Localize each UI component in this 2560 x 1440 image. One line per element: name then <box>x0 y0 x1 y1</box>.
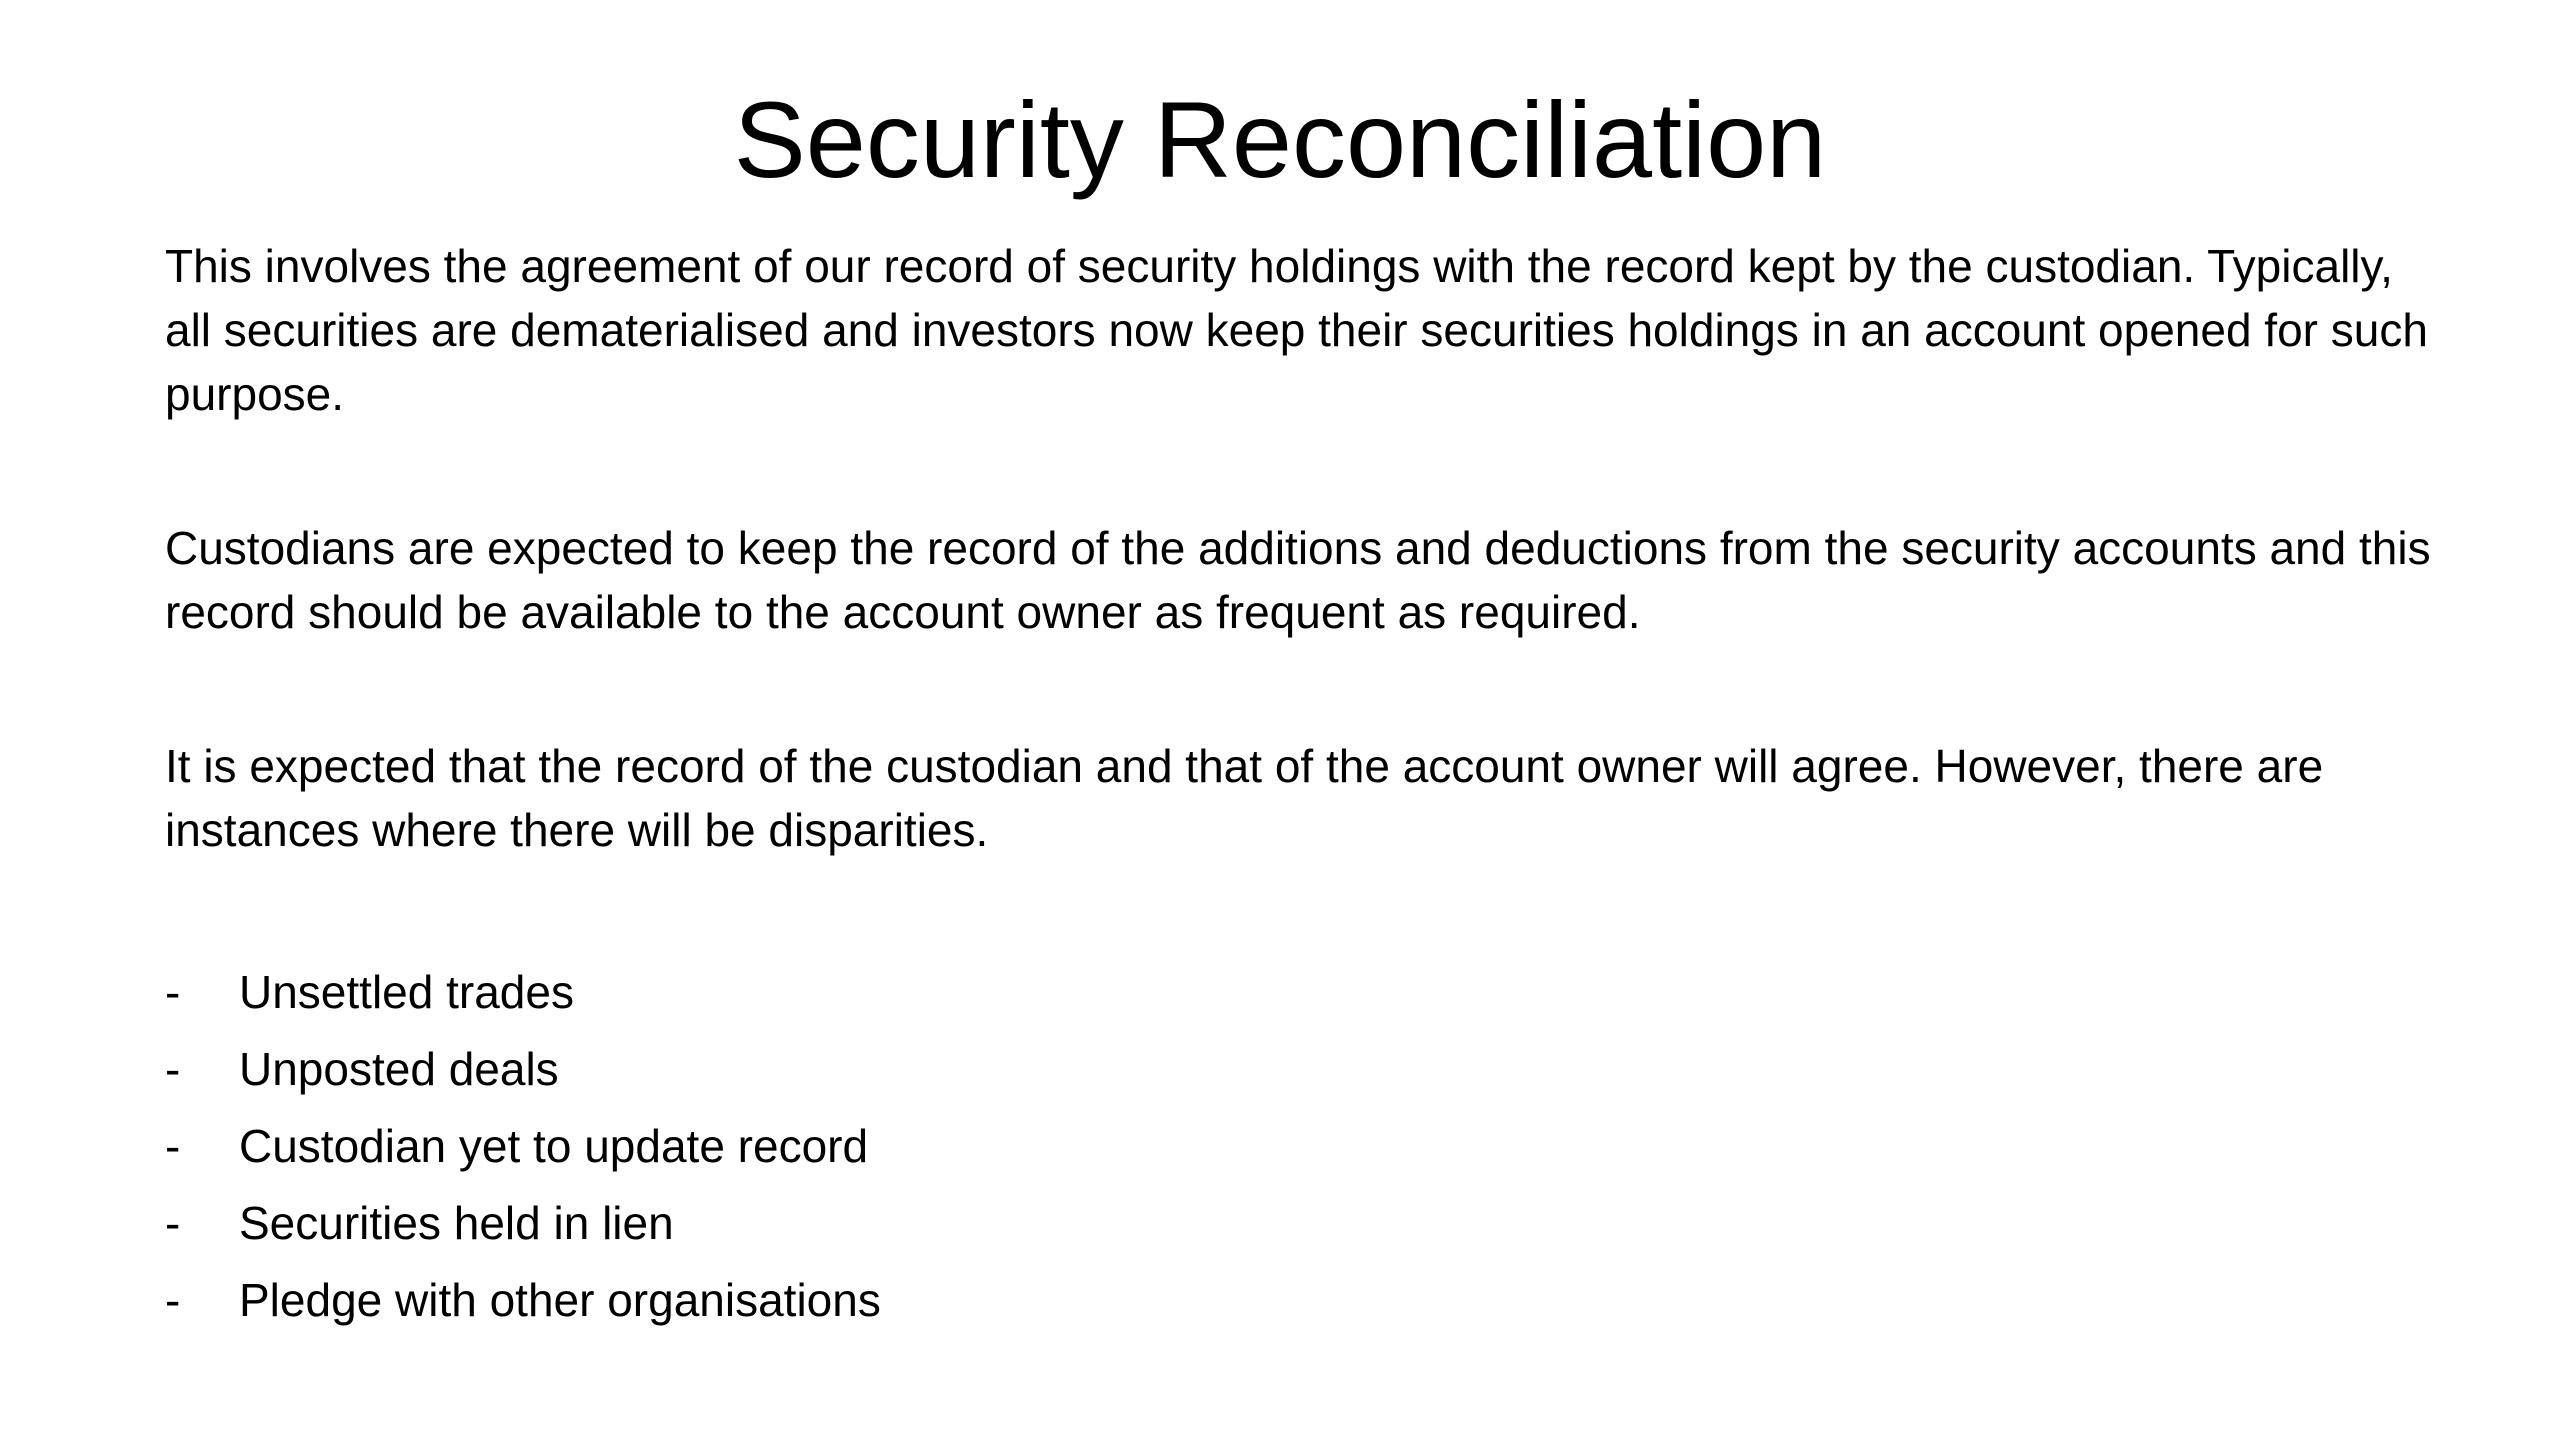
bullet-dash: - <box>165 1197 181 1249</box>
list-item-label: Securities held in lien <box>239 1197 674 1249</box>
bullet-dash: - <box>165 1120 181 1172</box>
list-item-label: Custodian yet to update record <box>239 1120 869 1172</box>
bullet-dash: - <box>165 1274 181 1326</box>
list-item <box>165 1262 2450 1339</box>
list-item-label: Unsettled trades <box>239 966 574 1018</box>
list-item-label: Unposted deals <box>239 1043 559 1095</box>
bullet-dash: - <box>165 966 181 1018</box>
list-item <box>165 1031 2450 1108</box>
list-item <box>165 954 2450 1031</box>
disparity-list <box>165 954 2450 1339</box>
bullet-dash: - <box>165 1043 181 1095</box>
list-item <box>165 1108 2450 1185</box>
slide-body <box>165 234 2450 1339</box>
paragraph-disparities: It is expected that the record of the custodian and that of the account owner will agree. However, there are instances where there will be disparities. <box>165 740 2324 856</box>
paragraph-custodian-records: Custodians are expected to keep the record of the additions and deductions from the security accounts and this record should be available to the account owner as frequent as required. <box>165 522 2431 638</box>
list-item <box>165 1185 2450 1262</box>
paragraph-definition: This involves the agreement of our record of security holdings with the record kept by the custodian. Typically, all securities are dematerialised and investors now keep their securities holdings in an account opened for such purpose. <box>165 240 2428 420</box>
slide-title: Security Reconciliation <box>733 79 1827 200</box>
list-item-label: Pledge with other organisations <box>239 1274 881 1326</box>
